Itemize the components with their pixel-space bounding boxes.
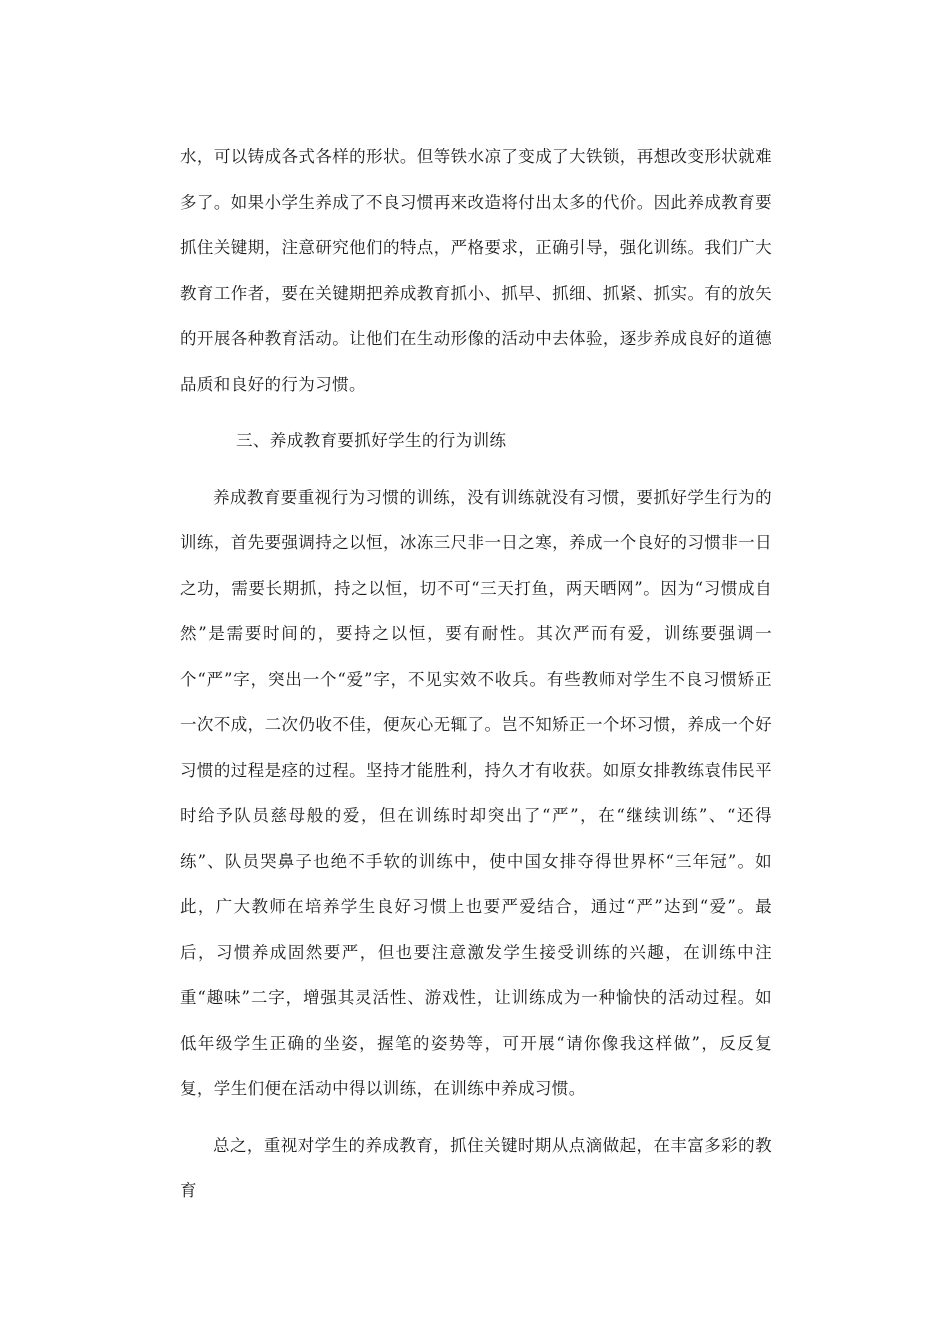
paragraph-behavior-training: 养成教育要重视行为习惯的训练，没有训练就没有习惯，要抓好学生行为的训练，首先要强调持之以恒，冰冻三尺非一日之寒，养成一个良好的习惯非一日之功，需要长期抓，持之以恒，切不可“三天打鱼，两天晒网”。因为“习惯成自然”是需要时间的，要持之以恒，要有耐性。其次严而有爱，训练要强调一个“严”字，突出一个“爱”字，不见实效不收兵。有些教师对学生不良习惯矫正一次不成，二次仍收不佳，便灰心无辄了。岂不知矫正一个坏习惯，养成一个好习惯的过程是痉的过程。坚持才能胜利，持久才有收获。如原女排教练袁伟民平时给予队员慈母般的爱，但在训练时却突出了“严”，在“继续训练”、“还得练”、队员哭鼻子也绝不手软的训练中，使中国女排夺得世界杯“三年冠”。如此，广大教师在培养学生良好习惯上也要严爱结合，通过“严”达到“爱”。最后，习惯养成固然要严，但也要注意激发学生接受训练的兴趣，在训练中注重“趣味”二字，增强其灵活性、游戏性，让训练成为一种愉快的活动过程。如低年级学生正确的坐姿，握笔的姿势等，可开展“请你像我这样做”，反反复复，学生们便在活动中得以训练，在训练中养成习惯。: [180, 487, 772, 1098]
paragraph-gap: [180, 1112, 772, 1123]
section-heading: 三、养成教育要抓好学生的行为训练: [236, 431, 507, 450]
document-body: [180, 134, 772, 1214]
paragraph-gap: [180, 464, 772, 475]
paragraph-conclusion: 总之，重视对学生的养成教育，抓住关键时期从点滴做起，在丰富多彩的教育: [180, 1135, 772, 1200]
paragraph-continuation: 水，可以铸成各式各样的形状。但等铁水凉了变成了大铁锁，再想改变形状就难多了。如果小学生养成了不良习惯再来改造将付出太多的代价。因此养成教育要抓住关键期，注意研究他们的特点，严格要求，正确引导，强化训练。我们广大教育工作者，要在关键期把养成教育抓小、抓早、抓细、抓紧、抓实。有的放矢的开展各种教育活动。让他们在生动形像的活动中去体验，逐步养成良好的道德品质和良好的行为习惯。: [180, 147, 772, 394]
